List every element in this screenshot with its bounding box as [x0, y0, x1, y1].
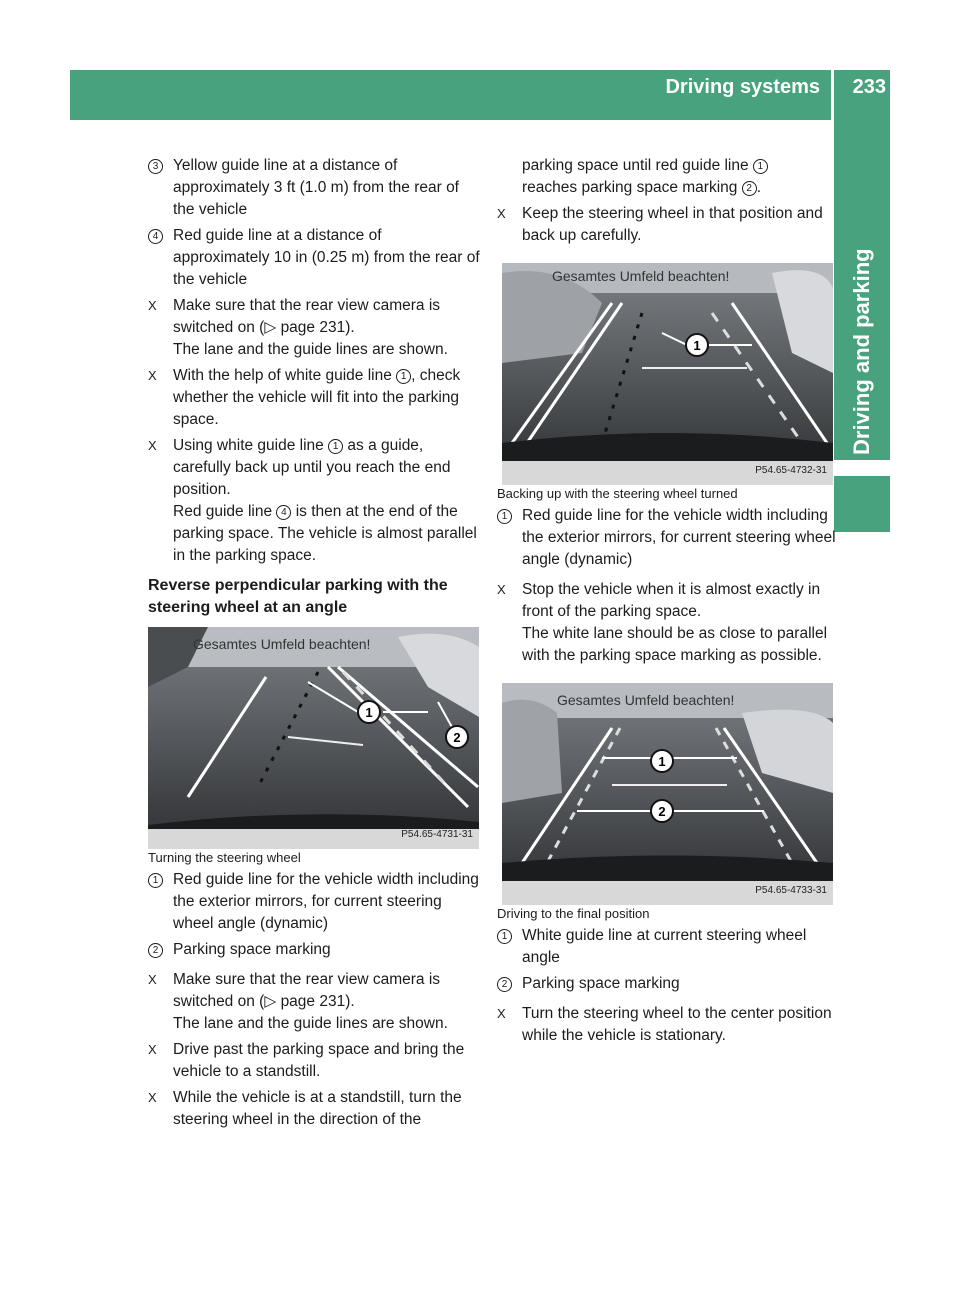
marker-3: 3: [148, 159, 163, 174]
list-item: 4 Red guide line at a distance of approximately 10 in (0.25 m) from the rear of the vehicle: [148, 225, 482, 291]
list-item: 3 Yellow guide line at a distance of approximately 3 ft (1.0 m) from the rear of the vehicle: [148, 155, 482, 221]
instruction-step: X While the vehicle is at a standstill, turn the steering wheel in the direction of the: [148, 1089, 462, 1128]
camera-banner-text: Gesamtes Umfeld beachten!: [193, 636, 371, 652]
left-column: [148, 155, 482, 1131]
header-divider: [831, 70, 834, 120]
step-arrow-icon: X: [148, 298, 157, 313]
camera-figure-3: [502, 683, 833, 905]
figure-caption: Turning the steering wheel: [148, 850, 301, 865]
figure-caption: Driving to the final position: [497, 906, 650, 921]
step-arrow-icon: X: [148, 972, 157, 987]
instruction-step: X Drive past the parking space and bring the vehicle to a standstill.: [148, 1041, 465, 1080]
instruction-step: X Keep the steering wheel in that position and back up carefully.: [497, 205, 823, 244]
camera-banner-text: Gesamtes Umfeld beachten!: [552, 268, 730, 284]
section-title: Driving systems: [665, 76, 820, 98]
figure-caption: Backing up with the steering wheel turned: [497, 486, 738, 501]
page-reference-link[interactable]: page 231).: [280, 993, 355, 1010]
legend-item: 1 Red guide line for the vehicle width including the exterior mirrors, for current steering wheel angle (dynamic): [148, 869, 482, 935]
svg-text:1: 1: [365, 705, 373, 720]
figure-code: P54.65-4733-31: [755, 885, 827, 896]
svg-text:2: 2: [453, 730, 461, 745]
camera-figure-1: [148, 627, 479, 849]
instruction-step-continued: parking space until red guide line 1 reaches parking space marking 2 .: [497, 155, 837, 199]
figure-code: P54.65-4732-31: [755, 465, 827, 476]
instruction-step: X Make sure that the rear view camera is switched on (▷ page 231). The lane and the guide lines are shown.: [148, 297, 448, 358]
figure-code: P54.65-4731-31: [401, 829, 473, 840]
camera-banner-text: Gesamtes Umfeld beachten!: [557, 692, 735, 708]
step-arrow-icon: X: [148, 1042, 157, 1057]
step-arrow-icon: X: [148, 368, 157, 383]
instruction-step: X Turn the steering wheel to the center position while the vehicle is stationary.: [497, 1005, 832, 1044]
section-heading: Reverse perpendicular parking with the steering wheel at an angle: [148, 577, 448, 616]
svg-text:1: 1: [693, 338, 701, 353]
step-arrow-icon: X: [497, 582, 506, 597]
marker-1: 1: [328, 439, 343, 454]
instruction-step: X Make sure that the rear view camera is switched on (▷ page 231). The lane and the guide lines are shown.: [148, 971, 448, 1032]
right-column: [497, 155, 837, 1047]
legend-item: 2 Parking space marking: [148, 939, 482, 961]
legend-item: 1 Red guide line for the vehicle width including the exterior mirrors, for current steering wheel angle (dynamic): [497, 505, 837, 571]
page-number: 233: [852, 76, 886, 98]
camera-figure-2: [502, 263, 833, 485]
page-ref-icon: ▷: [264, 993, 277, 1010]
step-arrow-icon: X: [497, 1006, 506, 1021]
svg-text:2: 2: [658, 804, 666, 819]
page-reference-link[interactable]: page 231).: [280, 319, 355, 336]
header-bar: [70, 70, 890, 120]
svg-text:1: 1: [658, 754, 666, 769]
marker-4: 4: [148, 229, 163, 244]
legend-item: 1 White guide line at current steering wheel angle: [497, 925, 837, 969]
marker-1: 1: [396, 369, 411, 384]
instruction-step: X Stop the vehicle when it is almost exactly in front of the parking space. The white lane should be as close to parallel with the parking space marking as possible.: [497, 581, 828, 664]
page-ref-icon: ▷: [264, 319, 277, 336]
step-arrow-icon: X: [497, 206, 506, 221]
side-tab-label: Driving and parking: [849, 248, 874, 455]
side-block: [834, 476, 890, 532]
instruction-step: X With the help of white guide line 1 , check whether the vehicle will fit into the parking space.: [148, 367, 461, 428]
step-arrow-icon: X: [148, 438, 157, 453]
legend-item: 2 Parking space marking: [497, 973, 837, 995]
step-arrow-icon: X: [148, 1090, 157, 1105]
marker-4: 4: [276, 505, 291, 520]
instruction-step: X Using white guide line 1 as a guide, carefully back up until you reach the end position. Red guide line 4 is then at the end of the parking space. The vehicle is almost parallel in the parking space.: [148, 437, 477, 564]
